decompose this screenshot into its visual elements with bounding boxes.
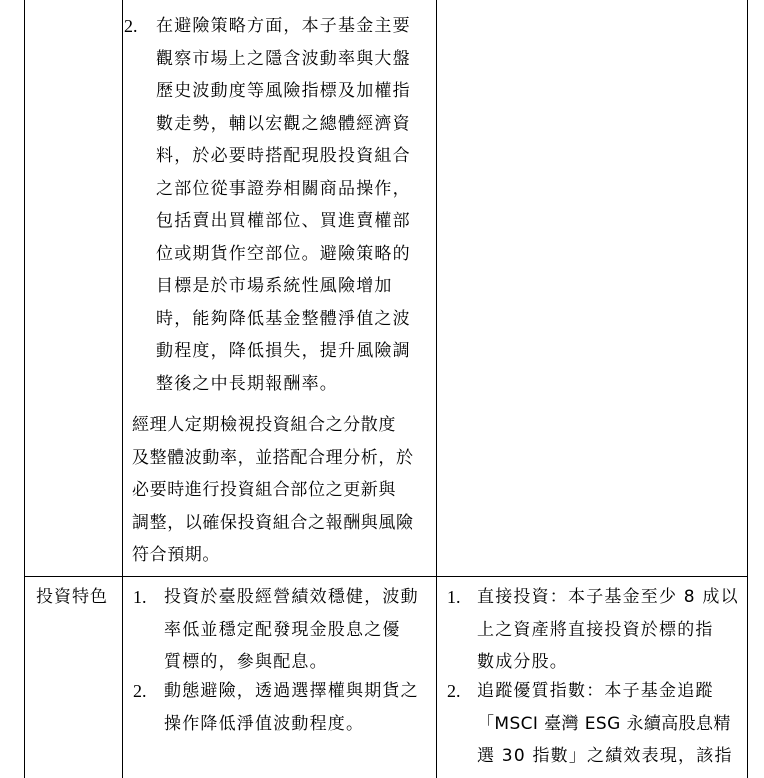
text-line: 時，能夠降低基金整體淨值之波 [156,308,411,329]
text-line: 包括賣出買權部位、買進賣權部 [156,211,411,231]
text-line: 選 30 指數」之績效表現，該指 [477,746,733,766]
text-line: 整後之中長期報酬率。 [156,373,338,394]
text-line: 目標是於市場系統性風險增加 [156,276,393,296]
middle-item-2-number: 2. [133,681,147,701]
manager-review-paragraph [132,409,414,572]
item-2-text [156,10,411,400]
table-border-col2 [436,0,437,778]
middle-item-1-text [164,581,419,679]
text-line: 投資於臺股經營績效穩健，波動 [164,587,419,607]
text-line: 數成分股。 [477,652,568,672]
text-line: 符合預期。 [132,545,220,565]
text-line: 「MSCI 臺灣 ESG 永續高股息精 [477,713,731,734]
text-line: 追蹤優質指數：本子基金追蹤 [477,681,714,701]
right-item-1-number: 1. [447,587,461,607]
table-border-right [747,0,748,778]
text-line: 數走勢，輔以宏觀之總體經濟資 [156,113,411,134]
right-item-2-text [477,675,733,773]
text-line: 上之資產將直接投資於標的指 [477,619,714,640]
text-line: 率低並穩定配發現金股息之優 [164,619,401,640]
row-divider [24,576,748,577]
text-line: 質標的，參與配息。 [164,652,328,672]
text-line: 歷史波動度等風險指標及加權指 [156,81,411,101]
table-border-col1 [122,0,123,778]
text-line: 調整，以確保投資組合之報酬與風險 [132,512,414,533]
text-line: 觀察市場上之隱含波動率與大盤 [156,48,411,69]
text-line: 位或期貨作空部位。避險策略的 [156,243,411,264]
middle-item-1-number: 1. [133,587,147,607]
text-line: 之部位從事證券相關商品操作， [156,178,411,199]
text-line: 在避險策略方面，本子基金主要 [156,16,411,36]
right-item-2-number: 2. [447,681,461,701]
text-line: 操作降低淨值波動程度。 [164,713,365,734]
text-line: 料，於必要時搭配現股投資組合 [156,146,411,166]
text-line: 動態避險，透過選擇權與期貨之 [164,681,419,701]
text-line: 動程度，降低損失，提升風險調 [156,341,411,361]
investment-features-label: 投資特色 [36,587,108,607]
text-line: 經理人定期檢視投資組合之分散度 [132,415,396,435]
table-border-left [24,0,25,778]
middle-item-2-text [164,675,419,740]
item-2-number: 2. [124,16,138,36]
right-item-1-text [477,581,739,679]
text-line: 必要時進行投資組合部位之更新與 [132,480,396,500]
text-line: 直接投資：本子基金至少 8 成以 [477,587,739,607]
text-line: 及整體波動率，並搭配合理分析，於 [132,447,414,468]
